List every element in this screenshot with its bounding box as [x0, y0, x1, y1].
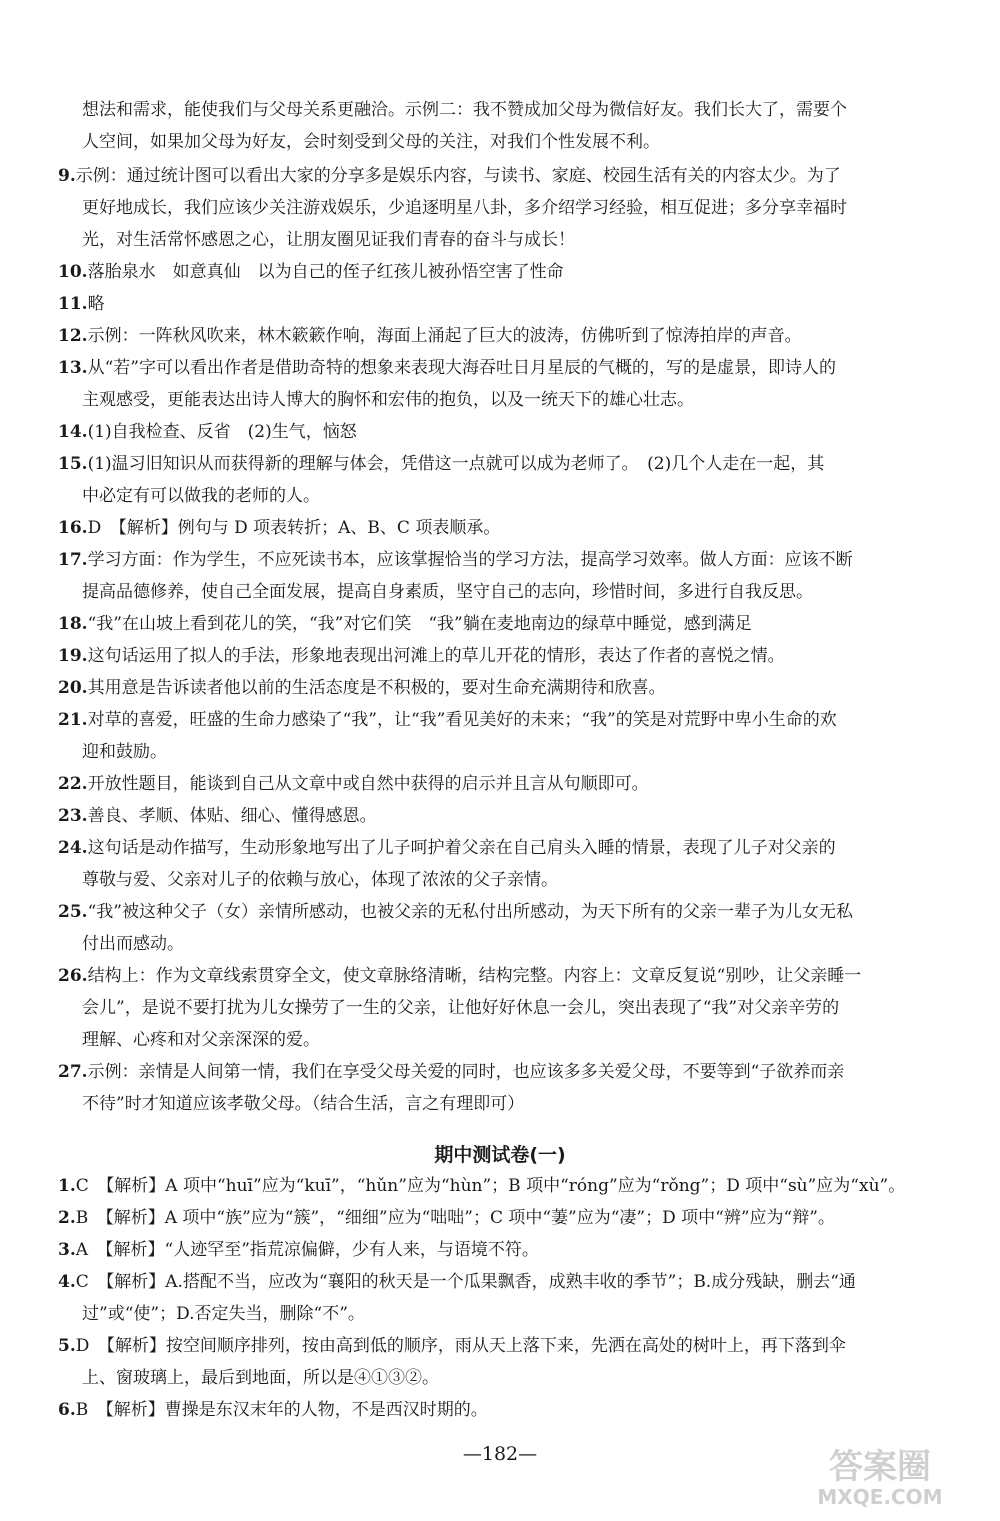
answer-number: 1. — [58, 1176, 76, 1196]
answer-text: 迎和鼓励。 — [82, 742, 167, 762]
answer-number: 27. — [58, 1062, 88, 1082]
answer-text: 善良、孝顺、体贴、细心、懂得感恩。 — [87, 806, 377, 826]
answer-text: 略 — [87, 294, 105, 314]
answer-text: 过”或“使”；D.否定失当，删除“不”。 — [82, 1304, 365, 1324]
answer-number: 19. — [58, 646, 88, 666]
answer-text: 示例：亲情是人间第一情，我们在享受父母关爱的同时，也应该多多关爱父母，不要等到“子欲养而亲 — [87, 1062, 845, 1082]
answer-line — [58, 224, 940, 256]
answer-line — [58, 960, 940, 992]
answer-line — [58, 192, 940, 224]
answer-line — [58, 1362, 940, 1394]
answer-line — [58, 1330, 940, 1362]
answer-number: 15. — [58, 454, 88, 474]
answer-line — [58, 160, 940, 192]
watermark-logo — [780, 1440, 980, 1512]
answer-number: 4. — [58, 1272, 76, 1292]
answer-line — [58, 832, 940, 864]
answer-line — [58, 1056, 940, 1088]
answer-number: 2. — [58, 1208, 76, 1228]
answer-number: 21. — [58, 710, 88, 730]
answer-line — [58, 1024, 940, 1056]
answer-line — [58, 1170, 940, 1202]
answer-number: 13. — [58, 358, 88, 378]
answer-text: B 【解析】曹操是东汉末年的人物，不是西汉时期的。 — [75, 1400, 488, 1420]
answer-text: D 【解析】按空间顺序排列，按由高到低的顺序，雨从天上落下来，先洒在高处的树叶上，再下落到伞 — [75, 1336, 846, 1356]
answer-text: C 【解析】A.搭配不当，应改为“襄阳的秋天是一个瓜果飘香，成熟丰收的季节”；B.成分残缺，删去“通 — [75, 1272, 856, 1292]
answer-text: 从“若”字可以看出作者是借助奇特的想象来表现大海吞吐日月星辰的气概的，写的是虚景，即诗人的 — [87, 358, 836, 378]
answer-number: 22. — [58, 774, 88, 794]
answer-text: 示例：一阵秋风吹来，林木簌簌作响，海面上涌起了巨大的波涛，仿佛听到了惊涛拍岸的声音。 — [87, 326, 802, 346]
answer-line — [58, 480, 940, 512]
answer-text: B 【解析】A 项中“族”应为“簇”，“细细”应为“咄咄”；C 项中“萋”应为“凄”；D 项中“辨”应为“辩”。 — [75, 1208, 835, 1228]
answer-line — [58, 1266, 940, 1298]
answer-line — [58, 1298, 940, 1330]
answer-number: 6. — [58, 1400, 76, 1420]
answer-line — [58, 864, 940, 896]
answer-line — [58, 1394, 940, 1426]
answer-text: C 【解析】A 项中“huī”应为“kuī”，“hǔn”应为“hùn”；B 项中“róng”应为“rǒng”；D 项中“sù”应为“xù”。 — [75, 1176, 906, 1196]
answer-text: 尊敬与爱、父亲对儿子的依赖与放心，体现了浓浓的父子亲情。 — [82, 870, 558, 890]
answer-line — [58, 800, 940, 832]
answer-number: 16. — [58, 518, 88, 538]
answer-number: 18. — [58, 614, 88, 634]
answer-number: 10. — [58, 262, 88, 282]
answer-line — [58, 704, 940, 736]
answer-text: 结构上：作为文章线索贯穿全文，使文章脉络清晰，结构完整。内容上：文章反复说“别吵，让父亲睡一 — [87, 966, 862, 986]
answer-line — [58, 576, 940, 608]
answer-text: 这句话是动作描写，生动形象地写出了儿子呵护着父亲在自己肩头入睡的情景，表现了儿子对父亲的 — [87, 838, 836, 858]
answer-text: 示例：通过统计图可以看出大家的分享多是娱乐内容，与读书、家庭、校园生活有关的内容太少。为了 — [75, 166, 841, 186]
answer-line — [58, 928, 940, 960]
answer-text: 开放性题目，能谈到自己从文章中或自然中获得的启示并且言从句顺即可。 — [87, 774, 649, 794]
answer-text: 落胎泉水 如意真仙 以为自己的侄子红孩儿被孙悟空害了性命 — [87, 262, 564, 282]
answer-line — [58, 672, 940, 704]
answer-line — [58, 544, 940, 576]
answer-number: 25. — [58, 902, 88, 922]
answer-number: 3. — [58, 1240, 76, 1260]
answer-number: 5. — [58, 1336, 76, 1356]
answer-text: 付出而感动。 — [82, 934, 184, 954]
answer-line — [58, 384, 940, 416]
answer-text: A 【解析】“人迹罕至”指荒凉偏僻，少有人来，与语境不符。 — [75, 1240, 539, 1260]
answer-text: 上、窗玻璃上，最后到地面，所以是④①③②。 — [82, 1368, 439, 1388]
answer-text: 不待”时才知道应该孝敬父母。（结合生活，言之有理即可） — [82, 1094, 525, 1114]
continuation-line — [58, 126, 940, 158]
answer-text: 理解、心疼和对父亲深深的爱。 — [82, 1030, 320, 1050]
answer-line — [58, 256, 940, 288]
answer-line — [58, 512, 940, 544]
section-title: 期中测试卷(一) — [434, 1144, 566, 1166]
answer-text: 学习方面：作为学生，不应死读书本，应该掌握恰当的学习方法，提高学习效率。做人方面：应该不断 — [87, 550, 853, 570]
answer-text: 提高品德修养，使自己全面发展，提高自身素质，坚守自己的志向，珍惜时间，多进行自我反思。 — [82, 582, 813, 602]
answer-number: 23. — [58, 806, 88, 826]
answer-number: 14. — [58, 422, 88, 442]
answer-text: (1)自我检查、反省 (2)生气，恼怒 — [87, 422, 357, 442]
answer-text: “我”被这种父子（女）亲情所感动，也被父亲的无私付出所感动，为天下所有的父亲一辈子为儿女无私 — [87, 902, 853, 922]
answer-line — [58, 1202, 940, 1234]
answer-line — [58, 896, 940, 928]
answer-text: 这句话运用了拟人的手法，形象地表现出河滩上的草儿开花的情形，表达了作者的喜悦之情。 — [87, 646, 785, 666]
answer-line — [58, 352, 940, 384]
answer-number: 17. — [58, 550, 88, 570]
answer-number: 26. — [58, 966, 88, 986]
answer-text: 光，对生活常怀感恩之心，让朋友圈见证我们青春的奋斗与成长！ — [82, 230, 575, 250]
answer-text: (1)温习旧知识从而获得新的理解与体会，凭借这一点就可以成为老师了。 (2)几个人走在一起，其 — [87, 454, 825, 474]
answer-line — [58, 992, 940, 1024]
answer-line — [58, 640, 940, 672]
answer-line — [58, 1234, 940, 1266]
line-text: 想法和需求，能使我们与父母关系更融洽。示例二：我不赞成加父母为微信好友。我们长大了，需要个 — [82, 100, 847, 120]
answer-number: 20. — [58, 678, 88, 698]
answer-text: 主观感受，更能表达出诗人博大的胸怀和宏伟的抱负，以及一统天下的雄心壮志。 — [82, 390, 694, 410]
svg-text:MXQE.COM: MXQE.COM — [817, 1485, 943, 1509]
answer-number: 9. — [58, 166, 76, 186]
continuation-line — [58, 94, 940, 126]
answer-line — [58, 320, 940, 352]
answer-text: 中必定有可以做我的老师的人。 — [82, 486, 320, 506]
answer-line — [58, 448, 940, 480]
answer-line — [58, 288, 940, 320]
answer-text: 更好地成长，我们应该少关注游戏娱乐，少追逐明星八卦，多介绍学习经验，相互促进；多分享幸福时 — [82, 198, 847, 218]
answer-line — [58, 768, 940, 800]
answer-line — [58, 416, 940, 448]
answer-number: 11. — [58, 294, 88, 314]
answer-line — [58, 1088, 940, 1120]
answer-line — [58, 608, 940, 640]
answer-text: D 【解析】例句与 D 项表转折；A、B、C 项表顺承。 — [87, 518, 501, 538]
page-number: —182— — [462, 1443, 538, 1465]
answer-text: “我”在山坡上看到花儿的笑，“我”对它们笑 “我”躺在麦地南边的绿草中睡觉，感到满足 — [87, 614, 752, 634]
answer-text: 其用意是告诉读者他以前的生活态度是不积极的，要对生命充满期待和欣喜。 — [87, 678, 666, 698]
answer-text: 会儿”，是说不要打扰为儿女操劳了一生的父亲，让他好好休息一会儿，突出表现了“我”对父亲辛劳的 — [82, 998, 840, 1018]
svg-text:答案圈: 答案圈 — [829, 1447, 931, 1487]
line-text: 人空间，如果加父母为好友，会时刻受到父母的关注，对我们个性发展不利。 — [82, 132, 660, 152]
answer-line — [58, 736, 940, 768]
answer-number: 12. — [58, 326, 88, 346]
answer-text: 对草的喜爱，旺盛的生命力感染了“我”，让“我”看见美好的未来；“我”的笑是对荒野中卑小生命的欢 — [87, 710, 837, 730]
answer-number: 24. — [58, 838, 88, 858]
